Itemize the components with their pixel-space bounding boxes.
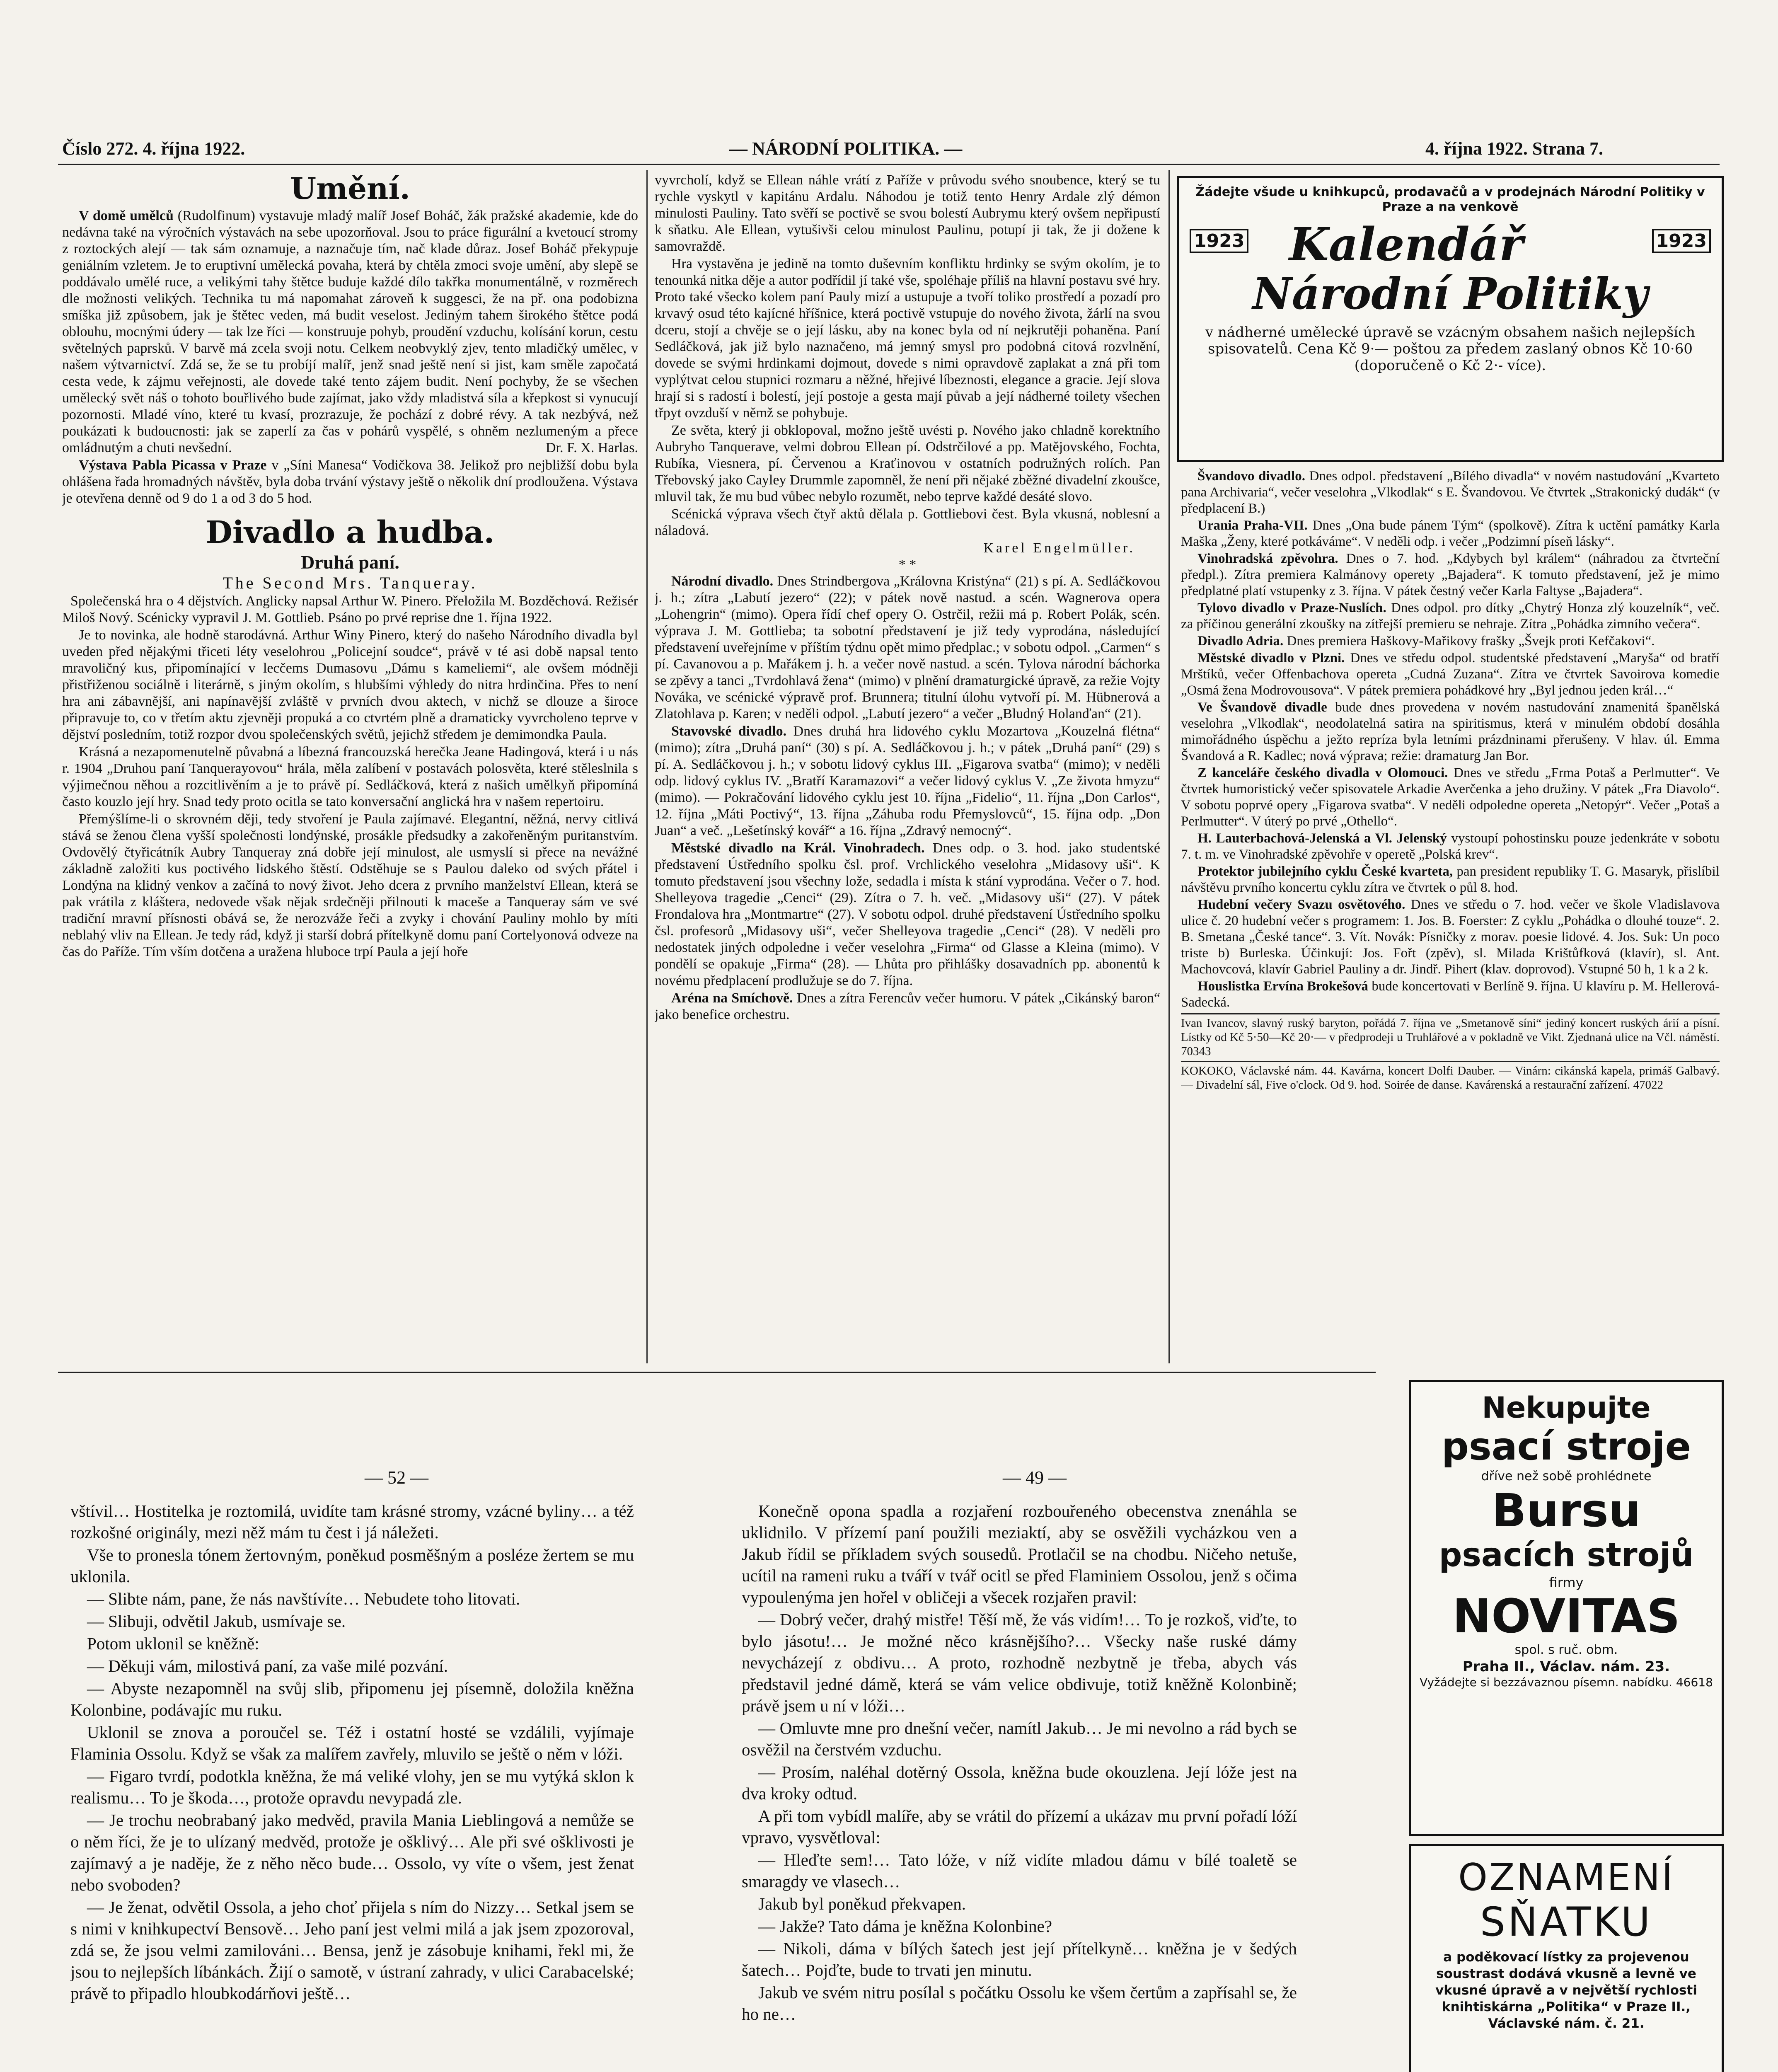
feuilleton-right-p1: Konečně opona spadla a rozjaření rozbouřeného obecenstva znenáhla se uklidnilo. V přízemí paní použili meziaktí, aby se osvěžili vycházkou ven a Jakub řídil se příkladem svých sousedů. Protlačil se na chodbu. Ničeho netuše, ucítil na rameni ruku a tváří v tvář ocitl se před Flaminiem Ossolou, jenž s očima vypoulenýma jen hořel v obličeji a všecek rozjařen pravil: [742,1501,1297,1607]
theatre-news-7-text: bude dnes provedena v novém nastudování znamenitá španělská veselohra „Vlkodlak“, neodolatelná satira na spiritismus, která v minulém období dosáhla mimořádného úspěchu a ježto repríza byla letními prázdninami přerušeny. V hlav. úl. Emma Švandová a R. Kadlec; nová výprava; režie: dramaturg Jan Bor. [1181,700,1720,763]
ad-typewriters-l10: Vyžádejte si bezzávaznou písemn. nabídku. 46618 [1420,1675,1713,1689]
kalendar-year-left: 1923 [1190,229,1248,253]
feuilleton-right-p5: A při tom vybídl malíře, aby se vrátil do přízemí a ukázav mu první pořadí lóží vpravo, vysvětloval: [742,1806,1297,1847]
news-arena [655,990,1160,1023]
feuilleton-pagenum-right: — 49 — [1003,1467,1067,1488]
theatre-news-11-text: Dnes ve středu o 7. hod. večer ve škole Vladislavova ulice č. 20 hudební večer s programem: 1. Jos. B. Foerster: Z cyklu „Pohádka o dlouhé touze“. 2. B. Smetana „České tance“. 3. Vít. Novák: Písničky z morav. poesie lidové. 4. Jos. Suk: Un poco triste b) Burleska. Účinkují: Jos. Fořt (zpěv), sl. Milada Krištůfková (klavír), sl. Ant. Machovcová, klavír Gabriel Pauliny a dr. Jindř. Pihert (klav. doprovod). Vstupné 50 h, 1 k a 2 k. [1181,897,1720,977]
feuilleton-rule [58,1372,1376,1373]
ad-typewriters-l8: spol. s ruč. obm. [1514,1643,1618,1657]
column-divider-1 [646,170,648,1363]
ad-wedding [1409,1844,1724,2072]
theatre-news-8-lead: Z kanceláře českého divadla v Olomouci. [1197,765,1448,780]
feuilleton-left-p8: Uklonil se znova a poroučel se. Též i ostatní hosté se vzdálili, vyjímaje Flaminia Ossolu. Když se však za malířem zavřely, mluvilo se ještě o něm v lóži. [70,1723,634,1763]
umeni-title: Umění. [290,172,410,206]
review-continued-2: Hra vystavěna je jedině na tomto duševním konfliktu hrdinky se svým okolím, je to tenounká nitka děje a autor podřídil jí také vše, spoléhaje příliš na hlavní postavu své hry. Proto také všecko kolem paní Pauly mizí a ustupuje a tvoří toliko prostředí a pozadí pro krvavý osud této kajícné hříšnice, která poctivě vstupuje do nového života, žárlí na svou dceru, stojí a chvěje se o její lásku, aby na konec byla od ní nejkrutěji pohaněna. Paní Sedláčková, jak již bylo naznačeno, má jemný smysl pro podobná citová rozvlnění, dovede se svými hrdinkami dojmout, dovede s nimi opravdově zaplakat a zná při tom vyplýtvat celou stupnici rozmaru a něžné, hřejivé líbeznosti, elegance a gracie. Její slova hrají si s radostí i bolestí, její postoje a gesta mají půvab a její nádherné toilety všechen třpyt ovzduší v němž se pohybuje. [655,256,1160,421]
theatre-news-10-lead: Protektor jubilejního cyklu České kvarteta, [1197,864,1453,879]
feuilleton-right-p2: — Dobrý večer, drahý mistře! Těší mě, že vás vidím!… To je rozkoš, viďte, to bylo jásotu!… Je možné něco krásnějšího?… Všecky naše ruské dámy nevycházejí z obdivu… A proto, rozhodně nezbytně je třeba, abych vás představil jedné dámě, která se vám velice obdivuje, totiž kněžně Kolonbině; právě jsem u ní v lóži… [742,1610,1297,1715]
umeni-text-1: (Rudolfinum) vystavuje mladý malíř Josef Boháč, žák pražské akademie, kde do nedávna také na výročních výstavách na sebe upozorňoval. Jsou to práce figurální a kvetoucí stromy z roztockých alejí — tak sám oznamuje, a naznačuje tím, nač klade důraz. Josef Boháč překypuje geniálním vzletem. Je to eruptivní umělecká povaha, která by chtěla zmoci svoje umění, aby slepě se poddávalo umělé ruce, a velikými tahy štětce buduje každé dílo takřka monumentálně, v rozměrech dle možnosti velikých. Technika tu má napomahat zároveň k suggesci, že na př. ona podobizna smíška již způsobem, jak je štětec veden, má budit veselost. Jediným tahem širokého štětce podá oblouhu, mocnými údery — tak lze říci — konstruuje pohyb, proudění vzduchu, kolísání korun, cestu světelných paprsků. V barvě má zcela svoji notu. Celkem neobvyklý zjev, tento mladičký umělec, v našem výtvarnictví. Zdá se, že se tu probíjí malíř, jenž snad ještě není si jist, kam směle započatá cesta vede, k zájmu veřejnosti, ale dovede také tento zájem budit. Není pochyby, že se všechen umělecký svět náš o tohoto bouřlivého bude zajímat, jako vždy mladistvá síla a křepkost si vynucují pozornosti. Mladé víno, které tu kvasí, prozrazuje, že pochází z dobré révy. A tak nezbývá, než poukázati k budoucnosti: jak se zaperlí za čas v pohárů vyspělé, s ohněm nezlumeným a přece omládnutým a chuti nevšední. [62,208,638,455]
review-paragraph-2: Krásná a nezapomenutelně půvabná a líbezná francouzská herečka Jeane Hadingová, která i u nás r. 1904 „Druhou paní Tanquerayovou“ hrála, měla zalíbení v postavách polosvěta, které stěleslnila s výjimečnou něhou a rozcitlivěním a je to právě pí. Sedláčková, která z našich umělkyň připomíná často kouzlo její hry. Snad tedy proto ocitla se tato konversační anglická hra v našem repertoiru. [62,744,638,809]
news-vinohrady-lead: Městské divadlo na Král. Vinohradech. [671,840,925,856]
theatre-news-5-text: Dnes premiera Haškovy-Mařikovy frašky „Švejk proti Kefčakovi“. [1287,634,1655,649]
news-vinohrady-text: Dnes odp. o 3. hod. jako studentské představení Ústředního spolku čsl. prof. Vrchlického veselohra „Midasovy uši“. K tomuto představení jsou všechny lože, sedadla i místa k stání vyprodána. Večer o 7. hod. Shelleyova tragedie „Cenci“ (29). Zítra o 7. h. več. „Midasovy uši“ (27). V pátek Frondalova hra „Montmartre“ (27). V sobotu odpol. druhé představení Ústředního spolku čsl. profesorů „Midasovy uši“, večer Shelleyova tragedie „Cenci“ (28). V neděli pro nedostatek jiných odpoledne i večer veselohra „Firma“ od Glasse a Kleina (mimo). V pondělí se opakuje „Firma“ (28). — Lhůta pro přihlášky dosavadních pp. abonentů k novému předplacení prodlužuje se do 7. října. [655,840,1160,988]
review-continued-1: vyvrcholí, když se Ellean náhle vrátí z Paříže v průvodu svého snoubence, který se tu rychle vyskytl v kapitánu Ardalu. Náhodou je totiž tento Henry Ardale zlý démon minulosti Pauliny. Tato svěří se poctivě se svou bolestí Aubrymu který ovšem nepřipustí k sňatku. Ale Ellean, vytušivši celou minulost Paulinu, potupí ji tak, že ji dožene k samovraždě. [655,172,1160,254]
theatre-news-4-lead: Tylovo divadlo v Praze-Nuslích. [1197,600,1386,615]
theatre-news-5 [1181,633,1720,649]
header-page: 4. října 1922. Strana 7. [1425,138,1603,159]
news-arena-text: Dnes a zítra Ferencův večer humoru. V pátek „Cikánský baron“ jako benefice orchestru. [655,990,1160,1022]
theatre-news-6-text: Dnes ve středu odpol. studentské představení „Maryša“ od bratří Mrštíků, večer Offenbachova opereta „Cudná Zuzana“. Zítra ve čtvrtek Savoirova komedie „Osmá žena Modrovousova“. V pátek premiera pohádkové hry „Byl jednou jeden král…“ [1181,651,1720,698]
feuilleton-right-p8: — Jakže? Tato dáma je kněžna Kolonbine? [758,1917,1052,1936]
feuilleton-left-p4: — Slibuji, odvětil Jakub, usmívaje se. [87,1612,346,1631]
theatre-news-3 [1181,551,1720,599]
ad-typewriters-l5: psacích strojů [1439,1537,1694,1574]
umeni-signature: Dr. F. X. Harlas. [546,440,638,455]
column-divider-2 [1168,170,1170,1363]
umeni-lead-2: Výstava Pabla Picassa v Praze [79,457,267,473]
theatre-news-10 [1181,864,1720,896]
ad-typewriters-l1: Nekupujte [1482,1391,1651,1425]
column-1 [62,172,638,1365]
header-rule [58,164,1720,165]
news-stavovske-text: Dnes druhá hra lidového cyklu Mozartova „Kouzelná flétna“ (mimo); zítra „Druhá paní“ (30) s pí. A. Sedláčkovou j. h.; v pátek „Druhá paní“ (29) s pí. A. Sedláčkovou j. h.; v sobotu lidový cyklus III. „Figarova svatba“ (mimo); v neděli odp. lidový cyklus IV. „Bratří Karamazovi“ a večer lidový cyklus V. „Ze života hmyzu“ (mimo). — Pokračování lidového cyklu jest 10. října „Fidelio“, 11. října „Don Carlos“, 12. října „Máti Poctivý“, 13. října „Záhuba rodu Přemyslovců“, 15. října odp. „Don Juan“ a več. „Lešetínský kovář“ a 16. října „Zdravý nemocný“. [655,724,1160,838]
kalendar-ad [1177,176,1724,462]
feuilleton-left-p2: Vše to pronesla tónem žertovným, poněkud posměšným a posléze žertem se mu uklonila. [70,1545,634,1586]
theatre-news-9-text: vystoupí pohostinsku pouze jedenkráte v sobotu 7. t. m. ve Vinohradské zpěvohře v operetě „Polská krev“. [1181,831,1720,862]
umeni-article-1 [62,208,638,456]
header-issue: Číslo 272. 4. října 1922. [62,138,245,159]
ad-typewriters-l6: firmy [1549,1575,1584,1590]
theatre-news-6 [1181,650,1720,699]
news-narodni [655,573,1160,722]
kalendar-title: Kalendář [1289,218,1523,271]
news-vinohrady [655,840,1160,989]
umeni-article-2 [62,457,638,507]
small-ad-ivancov: Ivan Ivancov, slavný ruský baryton, pořádá 7. října ve „Smetanově síni“ jediný koncert ruských árií a písní. Lístky od Kč 5·50—Kč 20·— v předprodeji u Truhlářové a v pokladně ve Vikt. Zjednaná ulice na Včl. náměstí. 70343 [1181,1013,1720,1058]
theatre-news-12-text: bude koncertovati v Berlíně 9. října. U klavíru p. M. Hellerová-Sadecká. [1181,979,1720,1010]
feuilleton-left-p5: Potom uklonil se kněžně: [87,1634,259,1653]
theatre-news-1-text: Dnes odpol. představení „Bílého divadla“ v novém nastudování „Kvarteto pana Archivaria“, večer veselohra „Vlkodlak“ s E. Švandovou. Ve čtvrtek „Strakonický dudák“ (v předplacení B.) [1181,469,1720,516]
kalendar-description: v nádherné umělecké úpravě se vzácným obsahem našich nejlepších spisovatelů. Cena Kč 9·— poštou za předem zaslaný obnos Kč 10·60 (doporučeně o Kč 2·- více). [1205,324,1695,374]
feuilleton-right-p9: — Nikoli, dáma v bílých šatech jest její přítelkyně… kněžna je v šedých šatech… Pojďte, bude to trvati jen minutu. [742,1939,1297,1980]
feuilleton-left-p7: — Abyste nezapomněl na svůj slib, připomenu jej písemně, doložila kněžna Kolonbine, podávajíc mu ruku. [70,1679,634,1719]
news-arena-lead: Aréna na Smíchově. [671,990,793,1006]
theatre-news-7 [1181,700,1720,764]
feuilleton-left-p9: — Figaro tvrdí, podotkla kněžna, že má veliké vlohy, jen se mu vytýká sklon k realismu… To je škoda…, protože opravdu nevypadá zle. [70,1767,634,1807]
ad-typewriters-l4: Bursu [1491,1484,1641,1537]
divadlo-subtitle: Druhá paní. [301,552,399,573]
feuilleton-right-p7: Jakub byl poněkud překvapen. [758,1894,966,1913]
feuilleton-left-p10: — Je trochu neobrabaný jako medvěd, pravila Mania Lieblingová a nemůže se o něm říci, že je to ulízaný medvěd, protože je ošklivý… Ale při své ošklivosti je zajímavý a je naděje, že z něho něco bude… Ossolo, vy víte o všem, jest ženat nebo svoboden? [70,1811,634,1894]
theatre-news-1-lead: Švandovo divadlo. [1197,469,1305,484]
theatre-news-8-text: Dnes ve středu „Frma Potaš a Perlmutter“. Ve čtvrtek humoristický večer spisovatele Arkadie Averčenka a jeho družiny. V pátek „Fra Diavolo“. V sobotu poprvé opery „Figarova svatba“. V neděli odpoledne opereta „Netopýr“. Večer „Potaš a Perlmutter“. V úterý po prvé „Othello“. [1181,765,1720,829]
theatre-news-2 [1181,518,1720,550]
column-3 [1181,468,1720,1372]
kalendar-title-row [1190,220,1711,269]
ad-typewriters [1409,1380,1724,1836]
feuilleton-left [70,1500,634,2072]
kalendar-year-right: 1923 [1652,229,1711,253]
feuilleton-left-p3: — Slibte nám, pane, že nás navštívíte… Nebudete toho litovati. [87,1589,520,1608]
theatre-news-12-lead: Houslistka Ervína Brokešová [1197,979,1369,994]
umeni-lead-1: V domě umělců [79,208,174,223]
ad-typewriters-l9: Praha II., Václav. nám. 23. [1462,1658,1670,1675]
theatre-news-9-lead: H. Lauterbachová-Jelenská a Vl. Jelenský [1197,831,1447,846]
theatre-news-8 [1181,765,1720,830]
review-paragraph-1: Je to novinka, ale hodně starodávná. Arthur Winy Pinero, který do našeho Národního divadla byl uveden před nějakými třiceti léty veselohrou „Policejní soudce“, právě v té asi době napsal tento mravoličný kus, připomínající v lecčems Dumasovu „Dámu s kameliemi“, ale ovšem módněji přistřiženou sociálně i literárně, s jiným okolím, s hlubšími výhledy do nitra hrdinčina. Přes to není hra ani zábavnější, ani napínavější zvláště v prvních dvou aktech, v nichž se dlouze a široce připravuje to, co v třetím aktu zjevněji propuká a co ctvrtém plně a dramaticky vyvrcholeno teprve v dějství posledním, totiž rozpor dvou společenských světů, jejichž středem je demimondka Paula. [62,627,638,742]
feuilleton-left-p11: — Je ženat, odvětil Ossola, a jeho choť přijela s ním do Nizzy… Setkal jsem se s nimi v knihkupectví Bensově… Jeho paní jest velmi milá a jak jsem zpozoroval, zdá se, že jsou velmi zamilováni… Bensa, jenž je zásobuje knihami, řekl mi, že jsou to nejlepších líbánkách. Žijí o samotě, v ústraní zahrady, v ulici Carabacelské; právě to připadlo hloubkodárňovi ještě… [70,1898,634,2003]
review-paragraph-3: Přemýšlíme-li o skrovném ději, tedy stvoření je Paula zajímavé. Elegantní, něžná, nervy citlivá stává se ženou člena vyšší společnosti londýnské, prosákle předsudky a zakořeněným puritanstvím. Ovdovělý čtyřicátník Aubry Tanqueray zná dobře její minulost, ale usmyslí si přece na nevážné základně založiti kus poctivého lidského štěstí. Odstěhuje se s Paulou daleko od svých přátel i Londýna na klidný venkov a začíná to nový život. Jeho dcera z prvního manželství Ellean, která se pak vrátila z kláštera, nedovede však nějak srdečněji přilnouti k maceše a Tanqueray sám ve své tradiční mravní přísnosti obává se, že nerozváže řeči a zvyky i chování Pauliny mohlo by míti neblahý vliv na Ellean. Je tedy rád, když ji starší dobrá přítelkyně domu paní Cortelyonová odveze na čas do Paříže. Tím vším dotčena a uražena hlubocе trpí Paula a její hoře [62,811,638,959]
small-ad-kokoko: KOKOKO, Václavské nám. 44. Kavárna, koncert Dolfi Dauber. — Vinárn: cikánská kapela, primáš Galbavý. — Divadelní sál, Five o'clock. Od 9. hod. Soirée de danse. Kavárenská a restaurační zařízení. 47022 [1181,1061,1720,1092]
news-stavovske [655,723,1160,839]
feuilleton-right-p10: Jakub ve svém nitru posílal s počátku Ossolu ke všem čertům a zapřísahl se, že ho ne… [742,1983,1297,2024]
ad-wedding-l1: OZNAMENÍ [1458,1856,1674,1899]
news-stavovske-lead: Stavovské divadlo. [671,724,787,739]
theatre-news-4-text: Dnes odpol. pro dítky „Chytrý Honza zlý kouzelník“, več. za příčinou generální zkoušky na zítřejší premieru se nehraje. Zítra „Pohádka zimního večera“. [1181,600,1720,632]
theatre-news-6-lead: Městské divadlo v Plzni. [1197,651,1345,666]
ad-wedding-l2: SŇATKU [1480,1899,1653,1945]
ad-typewriters-l3: dříve než sobě prohlédnete [1481,1469,1652,1484]
theatre-news-9 [1181,830,1720,863]
review-continued-3: Ze světa, který ji obklopoval, možno ještě uvésti p. Nového jako chladně korektního Aubryho Tanquerave, velmi dobrou Ellean pí. Odstrčilové a pp. Matějovského, Fochta, Rubíka, Viesnera, pí. Červenou a Kraťinovou v ostatních podružných rolích. Pan Třebovský jako Cayley Drummle zapomněl, že není při nějaké zběžné divadelní zkoušce, mluvil tak, že mu bud vůbec nebylo rozumět, nebo teprve každé desáté slovo. [655,423,1160,504]
ad-typewriters-l7: NOVITAS [1452,1590,1680,1644]
theatre-news-11-lead: Hudební večery Svazu osvětového. [1197,897,1405,912]
theatre-news-7-lead: Ve Švandově divadle [1197,700,1327,715]
header-masthead: — NÁRODNÍ POLITIKA. — [729,138,963,159]
theatre-news-2-text: Dnes „Ona bude pánem Tým“ (spolkově). Zítra k uctění památky Karla Maška „Ženy, které potkáváme“. V neděli odp. i večer „Podzimní píseň lásky“. [1181,518,1720,549]
theatre-news-11 [1181,897,1720,978]
feuilleton-right-p6: — Hleďte sem!… Tato lóže, v níž vidíte mladou dámu v bílé toaletě se smaragdy ve vlasech… [742,1850,1297,1891]
theatre-news-12 [1181,978,1720,1011]
theatre-news-10-text: pan president republiky T. G. Masaryk, přislíbil návštěvu prvního koncertu cyklu zítra ve čtvrtek o půl 8. hod. [1181,864,1720,895]
feuilleton-left-p1: vštívil… Hostitelka je roztomilá, uvidíte tam krásné stromy, vzácné byliny… a též rozkošné originály, mezi něž mám tu čest i já náležeti. [70,1501,634,1542]
divadlo-title: Divadlo a hudba. [206,515,495,550]
theatre-news-3-lead: Vinohradská zpěvohra. [1197,551,1338,566]
review-signature: Karel Engelmüller. [983,540,1135,556]
feuilleton-right [742,1500,1297,2072]
theatre-news-4 [1181,600,1720,632]
feuilleton-left-p6: — Děkuji vám, milostivá paní, za vaše milé pozvání. [87,1656,448,1675]
feuilleton-right-p4: — Prosím, naléhal dotěrný Ossola, kněžna bude okouzlena. Její lóže jest na dva kroky odtud. [742,1762,1297,1803]
theatre-news-2-lead: Urania Praha-VII. [1197,518,1308,533]
kalendar-subtitle: Národní Politiky [1252,268,1648,319]
column-2 [655,172,1160,1365]
review-continued-4: Scénická výprava všech čtyř aktů dělala p. Gottliebovi čest. Byla vkusná, noblesní a náladová. [655,506,1160,538]
ad-wedding-l3: a poděkovací lístky za projevenou soustrast dodává vkusně a levně ve vkusné úpravě a v největší rychlosti knihtiskárna „Politika“ v Praze II., Václavské nám. č. 21. [1435,1950,1697,2031]
feuilleton-right-p3: — Omluvte mne pro dnešní večer, namítl Jakub… Je mi nevolno a rád bych se osvěžil na čerstvém vzduchu. [742,1719,1297,1759]
feuilleton-pagenum-left: — 52 — [365,1467,428,1488]
play-title: The Second Mrs. Tanqueray. [223,574,478,592]
play-credits: Společenská hra o 4 dějstvích. Anglicky napsal Arthur W. Pinero. Přeložila M. Bozděchová. Režisér Miloš Nový. Scénicky vypravil J. M. Gottlieb. Psáno po prvé reprise dne 1. října 1922. [62,593,638,625]
theatre-news-3-text: Dnes o 7. hod. „Kdybych byl králem“ (náhradou za čtvrteční předpl.). Zítra premiera Kalmánovy operety „Bajadera“. K tomuto představení, jež je mimo předplatné platí vstupenky z 3. října. V pátek čestný večer Karla Faltyse „Bajadera“. [1181,551,1720,598]
theatre-news-5-lead: Divadlo Adria. [1197,634,1284,649]
ad-typewriters-l2: psací stroje [1441,1424,1691,1469]
kalendar-ad-top: Žádejte všude u knihkupců, prodavačů a v prodejnách Národní Politiky v Praze a na venkově [1195,185,1705,214]
news-narodni-text: Dnes Strindbergova „Královna Kristýna“ (21) s pí. A. Sedláčkovou j. h.; zítra „Labutí jezero“ (22); v pátek nově nastud. a scén. Wagnerova opera „Lohengrin“ (mimo). Opera řídí chef opery O. Ostrčil, režii má p. Robert Polák, scén. výprava J. M. Gottlieba; ta sobotní představení je již tedy vyprodána, následující představení uveřejníme v příštím týdnu opět mimo předplac.; v sobotu odpol. „Carmen“ s pí. Cavanovou a p. Mařákem j. h. a večer nově nastud. a scén. Tylova národní báchorka se zpěvy a tanci „Tvrdohlavá žena“ (mimo) v plnění dramaturgické úpravě, za režie Vojty Nováka, ve scénické výpravě prof. Brunnera; titulní úlohu vytvoří pí. M. Hübnerová a Zlatohlava p. Karen; v neděli odpol. „Labutí jezero“ a večer „Bludný Holanďan“ (21). [655,574,1160,721]
section-separator: * * [898,557,917,572]
news-narodni-lead: Národní divadlo. [671,574,774,589]
umeni-text-2: v „Síni Manesa“ Vodičkova 38. Jelikož pro nejbližší dobu byla ohlášena řada hromadných návštěv, byla doba trvání výstavy ještě o několik dní prodloužena. Výstava je otevřena denně od 9 do 1 a od 3 do 5 hod. [62,457,638,506]
theatre-news-1 [1181,468,1720,517]
